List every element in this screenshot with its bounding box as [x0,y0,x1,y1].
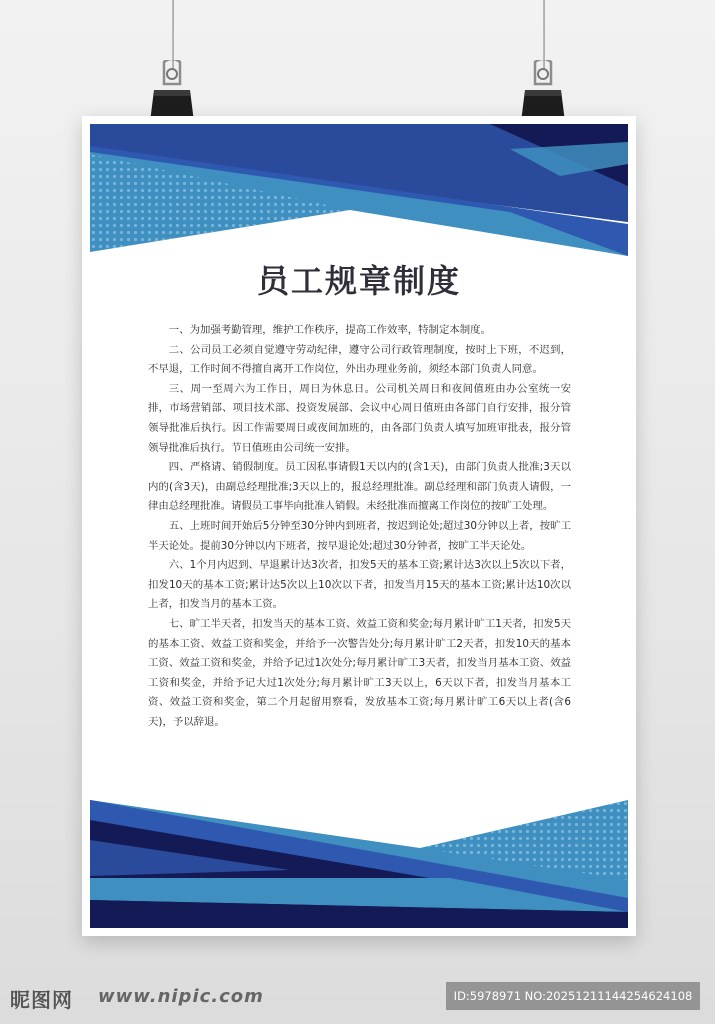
paragraph-7: 七、旷工半天者，扣发当天的基本工资、效益工资和奖金;每月累计旷工1天者，扣发5天的基本工资、效益工资和奖金，并给予一次警告处分;每月累计旷工2天者，扣发10天的基本工资、效益工资和奖金，并给予记过1次处分;每月累计旷工3天者，扣发当月基本工资、效益工资和奖金，并给予记大过1次处分;每月累计旷工3天以上，6天以下者，扣发当月基本工资、效益工资和奖金，第二个月起留用察看，发放基本工资;每月累计旷工6天以上者(含6天)，予以辞退。 [148,617,571,728]
site-url: www.nipic.com [98,986,264,1007]
binder-clip-left-icon [150,60,194,122]
site-logo: 昵图网 [10,988,73,1012]
image-id-label: ID:5978971 NO:20251211144254624108 [446,982,700,1010]
page-title: 员工规章制度 [256,262,461,300]
paragraph-3: 三、周一至周六为工作日，周日为休息日。公司机关周日和夜间值班由办公室统一安排，市场营销部、项目技术部、投资发展部、会议中心周日值班由各部门自行安排，报分管领导批准后执行。因工作需要周日或夜间加班的，由各部门负责人填写加班审批表，报分管领导批准后执行。节日值班由公司统一安排。 [148,382,571,454]
paragraph-6: 六、1个月内迟到、早退累计达3次者，扣发5天的基本工资;累计达3次以上5次以下者，扣发10天的基本工资;累计达5次以上10次以下者，扣发当月15天的基本工资;累计达10次以上者，扣发当月的基本工资。 [148,559,571,611]
regulations-body [148,321,571,732]
paragraph-1: 一、为加强考勤管理，维护工作秩序，提高工作效率，特制定本制度。 [168,324,491,336]
poster [82,116,636,936]
bottom-decoration-banner [90,800,628,928]
paragraph-5: 五、上班时间开始后5分钟至30分钟内到班者，按迟到论处;超过30分钟以上者，按旷工半天论处。提前30分钟以内下班者，按早退论处;超过30分钟者，按旷工半天论处。 [148,519,571,552]
binder-clip-right-icon [521,60,565,122]
top-decoration-banner [90,124,628,256]
paragraph-4: 四、严格请、销假制度。员工因私事请假1天以内的(含1天)，由部门负责人批准;3天以内的(含3天)，由副总经理批准;3天以上的，报总经理批准。副总经理和部门负责人请假，一律由总经理批准。请假员工事毕向批准人销假。未经批准而擅离工作岗位的按旷工处理。 [148,461,571,513]
paragraph-2: 二、公司员工必须自觉遵守劳动纪律，遵守公司行政管理制度，按时上下班，不迟到，不早退，工作时间不得擅自离开工作岗位，外出办理业务前，须经本部门负责人同意。 [148,343,571,376]
